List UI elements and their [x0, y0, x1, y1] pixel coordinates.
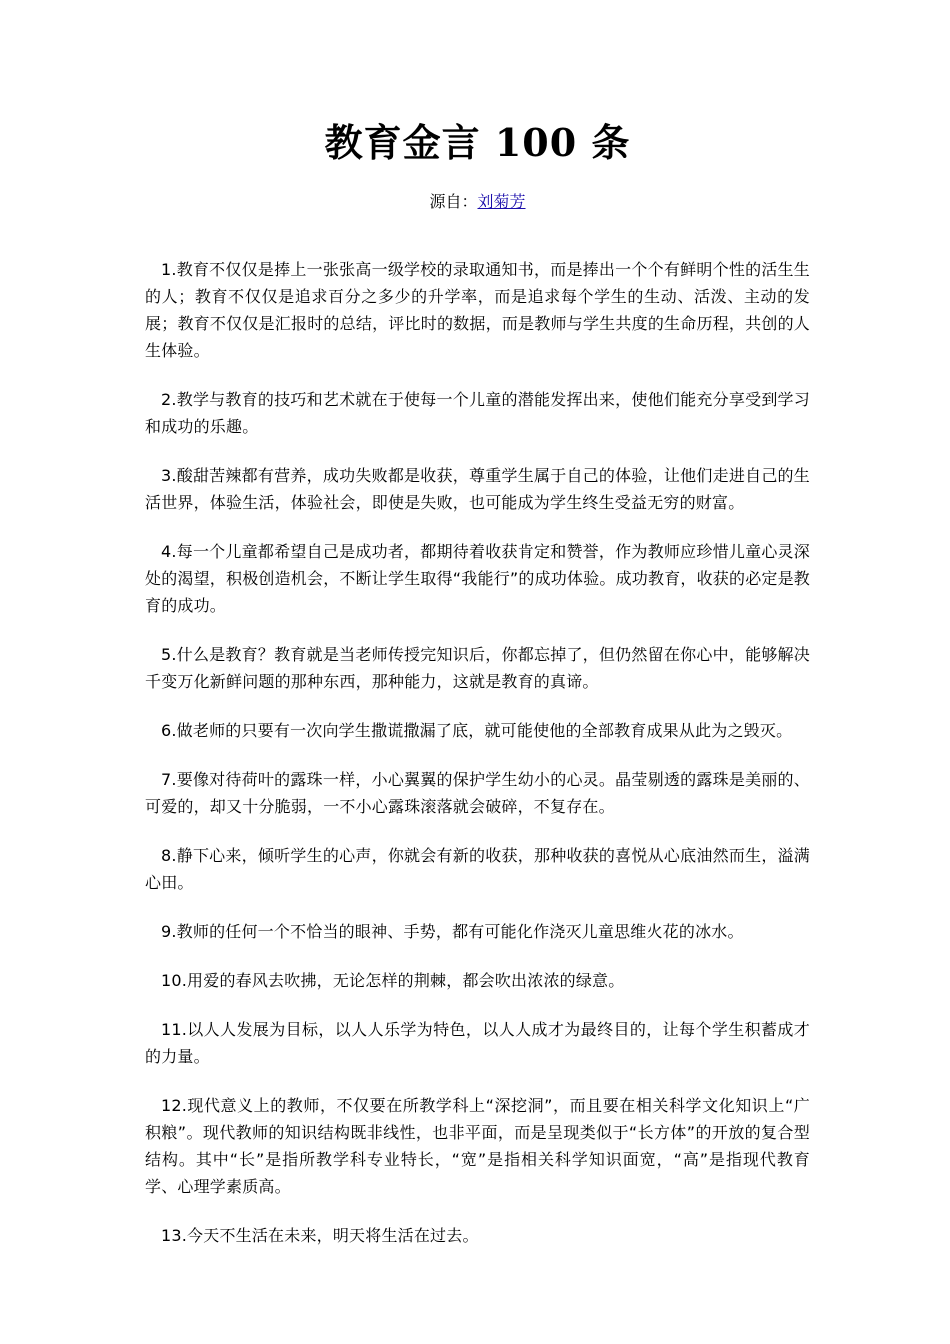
quote-item: 4.每一个儿童都希望自己是成功者，都期待着收获肯定和赞誉，作为教师应珍惜儿童心灵深处的渴望，积极创造机会，不断让学生取得“我能行”的成功体验。成功教育，收获的必定是教育的成功。 [145, 541, 810, 615]
quote-item: 8.静下心来，倾听学生的心声，你就会有新的收获，那种收获的喜悦从心底油然而生，溢满心田。 [145, 845, 810, 892]
quote-list [145, 256, 810, 1249]
quote-item: 11.以人人发展为目标，以人人乐学为特色，以人人成才为最终目的，让每个学生积蓄成才的力量。 [145, 1019, 810, 1066]
quote-item: 3.酸甜苦辣都有营养，成功失败都是收获，尊重学生属于自己的体验，让他们走进自己的生活世界，体验生活，体验社会，即使是失败，也可能成为学生终生受益无穷的财富。 [145, 465, 810, 512]
quote-item: 10.用爱的春风去吹拂，无论怎样的荆棘，都会吹出浓浓的绿意。 [161, 970, 625, 990]
quote-item: 7.要像对待荷叶的露珠一样，小心翼翼的保护学生幼小的心灵。晶莹剔透的露珠是美丽的、可爱的，却又十分脆弱，一不小心露珠滚落就会破碎，不复存在。 [145, 769, 810, 816]
quote-item: 9.教师的任何一个不恰当的眼神、手势，都有可能化作浇灭儿童思维火花的冰水。 [161, 921, 744, 941]
document-title: 教育金言 100 条 [324, 120, 631, 165]
document-page [145, 118, 810, 1271]
quote-item: 1.教育不仅仅是捧上一张张高一级学校的录取通知书，而是捧出一个个有鲜明个性的活生生的人；教育不仅仅是追求百分之多少的升学率，而是追求每个学生的生动、活泼、主动的发展；教育不仅仅是汇报时的总结，评比时的数据，而是教师与学生共度的生命历程，共创的人生体验。 [145, 259, 810, 360]
quote-item: 13.今天不生活在未来，明天将生活在过去。 [161, 1225, 479, 1245]
quote-item: 5.什么是教育？教育就是当老师传授完知识后，你都忘掉了，但仍然留在你心中，能够解决千变万化新鲜问题的那种东西，那种能力，这就是教育的真谛。 [145, 644, 810, 691]
source-author-link[interactable]: 刘菊芳 [477, 192, 526, 212]
source-prefix: 源自： [429, 192, 478, 212]
source-line [145, 191, 810, 213]
quote-item: 12.现代意义上的教师，不仅要在所教学科上“深挖洞”，而且要在相关科学文化知识上“广积粮”。现代教师的知识结构既非线性，也非平面，而是呈现类似于“长方体”的开放的复合型结构。其中“长”是指所教学科专业特长，“宽”是指相关科学知识面宽，“高”是指现代教育学、心理学素质高。 [145, 1095, 810, 1196]
quote-item: 6.做老师的只要有一次向学生撒谎撒漏了底，就可能使他的全部教育成果从此为之毁灭。 [161, 720, 793, 740]
quote-item: 2.教学与教育的技巧和艺术就在于使每一个儿童的潜能发挥出来，使他们能充分享受到学习和成功的乐趣。 [145, 389, 810, 436]
